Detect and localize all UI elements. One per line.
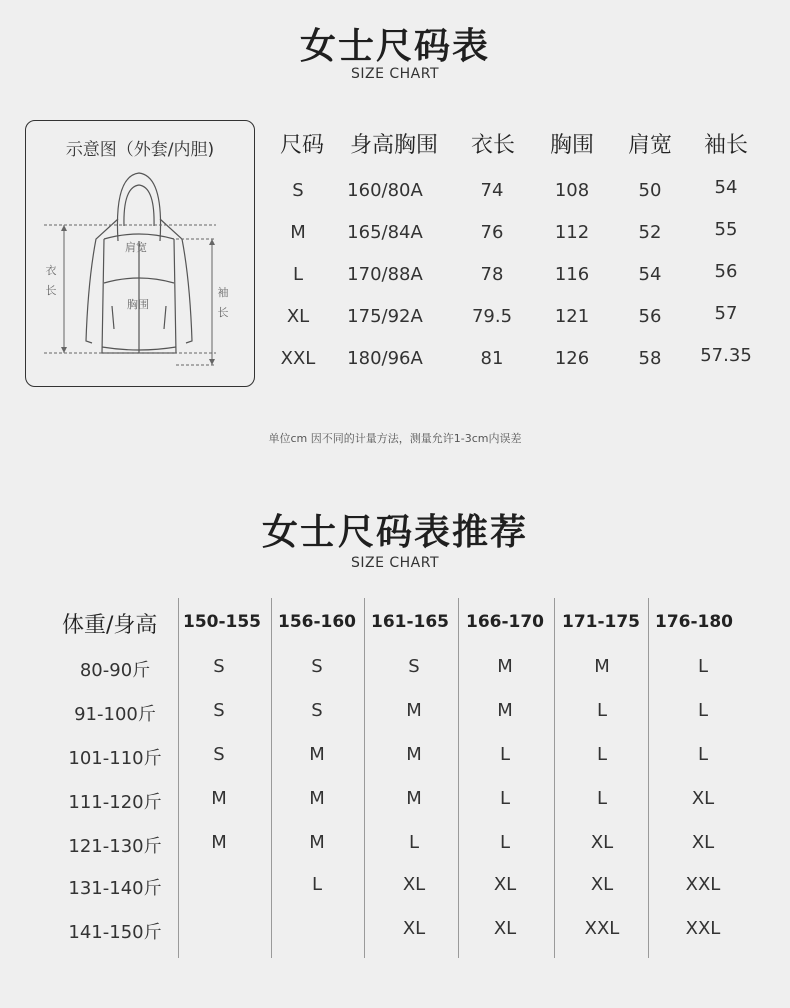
weight-row-label: 131-140斤 (68, 878, 162, 899)
column-divider (178, 598, 179, 958)
size-chart-cell: 54 (638, 264, 662, 285)
size-chart-cell: S (292, 180, 304, 201)
recommend-title: 女士尺码表推荐 (261, 512, 528, 553)
size-chart-cell: L (292, 264, 304, 285)
recommended-size-cell: S (213, 744, 225, 765)
size-chart-cell: 81 (480, 348, 504, 369)
recommended-size-cell: M (309, 832, 325, 853)
size-chart-cell: 180/96A (347, 348, 423, 369)
size-chart-cell: 74 (480, 180, 504, 201)
weight-row-label: 111-120斤 (68, 792, 162, 813)
size-chart-cell: 57.35 (700, 345, 752, 366)
size-chart-cell: 126 (554, 348, 590, 369)
column-divider (458, 598, 459, 958)
garment-diagram (25, 120, 255, 387)
size-chart-cell: 76 (480, 222, 504, 243)
recommended-size-cell: L (596, 700, 608, 721)
recommended-size-cell: S (311, 700, 323, 721)
measurement-note: 单位cm 因不同的计量方法，测量允许1-3cm内误差 (268, 432, 522, 445)
recommended-size-cell: M (309, 744, 325, 765)
recommended-size-cell: XXL (685, 874, 721, 895)
sleeve-label-top: 袖 (217, 286, 229, 299)
recommended-size-cell: S (213, 700, 225, 721)
recommended-size-cell: XXL (584, 918, 620, 939)
recommended-size-cell: S (311, 656, 323, 677)
size-chart-title: 女士尺码表 (299, 26, 490, 67)
recommend-subtitle: SIZE CHART (350, 555, 440, 571)
recommended-size-cell: M (497, 700, 513, 721)
recommended-size-cell: XL (493, 874, 517, 895)
recommended-size-cell: L (596, 744, 608, 765)
recommended-size-cell: S (408, 656, 420, 677)
size-chart-cell: 108 (554, 180, 590, 201)
height-header: 161-165 (370, 612, 450, 632)
column-divider (554, 598, 555, 958)
recommended-size-cell: XL (691, 832, 715, 853)
weight-row-label: 121-130斤 (68, 836, 162, 857)
size-chart-cell: XXL (280, 348, 316, 369)
recommended-size-cell: L (499, 832, 511, 853)
size-chart-cell: 160/80A (347, 180, 423, 201)
length-label-bottom: 长 (45, 284, 57, 297)
size-chart-cell: XL (286, 306, 310, 327)
weight-row-label: 80-90斤 (79, 660, 151, 681)
recommended-size-cell: M (211, 832, 227, 853)
weight-row-label: 141-150斤 (68, 922, 162, 943)
weight-row-label: 91-100斤 (74, 704, 156, 725)
height-header: 166-170 (465, 612, 545, 632)
header-chest: 胸围 (549, 133, 594, 158)
header-height-chest: 身高胸围 (349, 133, 438, 158)
size-chart-cell: 116 (554, 264, 590, 285)
header-sleeve: 袖长 (703, 133, 748, 158)
size-chart-cell: 57 (714, 303, 738, 324)
size-chart-cell: 78 (480, 264, 504, 285)
column-divider (271, 598, 272, 958)
recommended-size-cell: L (499, 744, 511, 765)
diagram-caption: 示意图（外套/内胆) (65, 140, 215, 160)
recommended-size-cell: M (211, 788, 227, 809)
recommended-size-cell: XL (590, 832, 614, 853)
size-chart-cell: 79.5 (471, 306, 513, 327)
size-chart-cell: 58 (638, 348, 662, 369)
size-chart-cell: 56 (638, 306, 662, 327)
size-chart-cell: M (290, 222, 306, 243)
size-chart-subtitle: SIZE CHART (350, 66, 440, 82)
height-header: 156-160 (277, 612, 357, 632)
size-chart-cell: 56 (714, 261, 738, 282)
shoulder-label: 肩宽 (125, 241, 147, 254)
height-header: 171-175 (561, 612, 641, 632)
header-length: 衣长 (470, 133, 515, 158)
recommended-size-cell: XL (493, 918, 517, 939)
height-header: 150-155 (182, 612, 262, 632)
sleeve-label-bottom: 长 (217, 306, 229, 319)
recommended-size-cell: L (697, 656, 709, 677)
weight-row-label: 101-110斤 (68, 748, 162, 769)
size-chart-cell: 165/84A (347, 222, 423, 243)
chest-label: 胸围 (127, 298, 149, 311)
recommended-size-cell: XL (590, 874, 614, 895)
recommended-size-cell: XL (691, 788, 715, 809)
size-chart-cell: 52 (638, 222, 662, 243)
recommended-size-cell: L (311, 874, 323, 895)
size-chart-cell: 121 (554, 306, 590, 327)
size-chart-cell: 54 (714, 177, 738, 198)
recommended-size-cell: M (594, 656, 610, 677)
recommended-size-cell: L (596, 788, 608, 809)
recommended-size-cell: L (697, 744, 709, 765)
recommended-size-cell: M (406, 744, 422, 765)
header-size: 尺码 (279, 133, 324, 158)
recommended-size-cell: XXL (685, 918, 721, 939)
recommended-size-cell: M (406, 788, 422, 809)
recommended-size-cell: M (406, 700, 422, 721)
recommended-size-cell: M (497, 656, 513, 677)
height-header: 176-180 (654, 612, 734, 632)
size-chart-cell: 175/92A (347, 306, 423, 327)
column-divider (648, 598, 649, 958)
size-chart-cell: 55 (714, 219, 738, 240)
weight-height-label: 体重/身高 (62, 613, 158, 638)
recommended-size-cell: XL (402, 874, 426, 895)
recommended-size-cell: XL (402, 918, 426, 939)
size-chart-cell: 50 (638, 180, 662, 201)
recommended-size-cell: L (697, 700, 709, 721)
recommended-size-cell: S (213, 656, 225, 677)
size-chart-cell: 170/88A (347, 264, 423, 285)
recommended-size-cell: M (309, 788, 325, 809)
recommended-size-cell: L (408, 832, 420, 853)
recommended-size-cell: L (499, 788, 511, 809)
size-chart-cell: 112 (554, 222, 590, 243)
header-shoulder: 肩宽 (627, 133, 672, 158)
length-label-top: 衣 (45, 264, 57, 277)
column-divider (364, 598, 365, 958)
